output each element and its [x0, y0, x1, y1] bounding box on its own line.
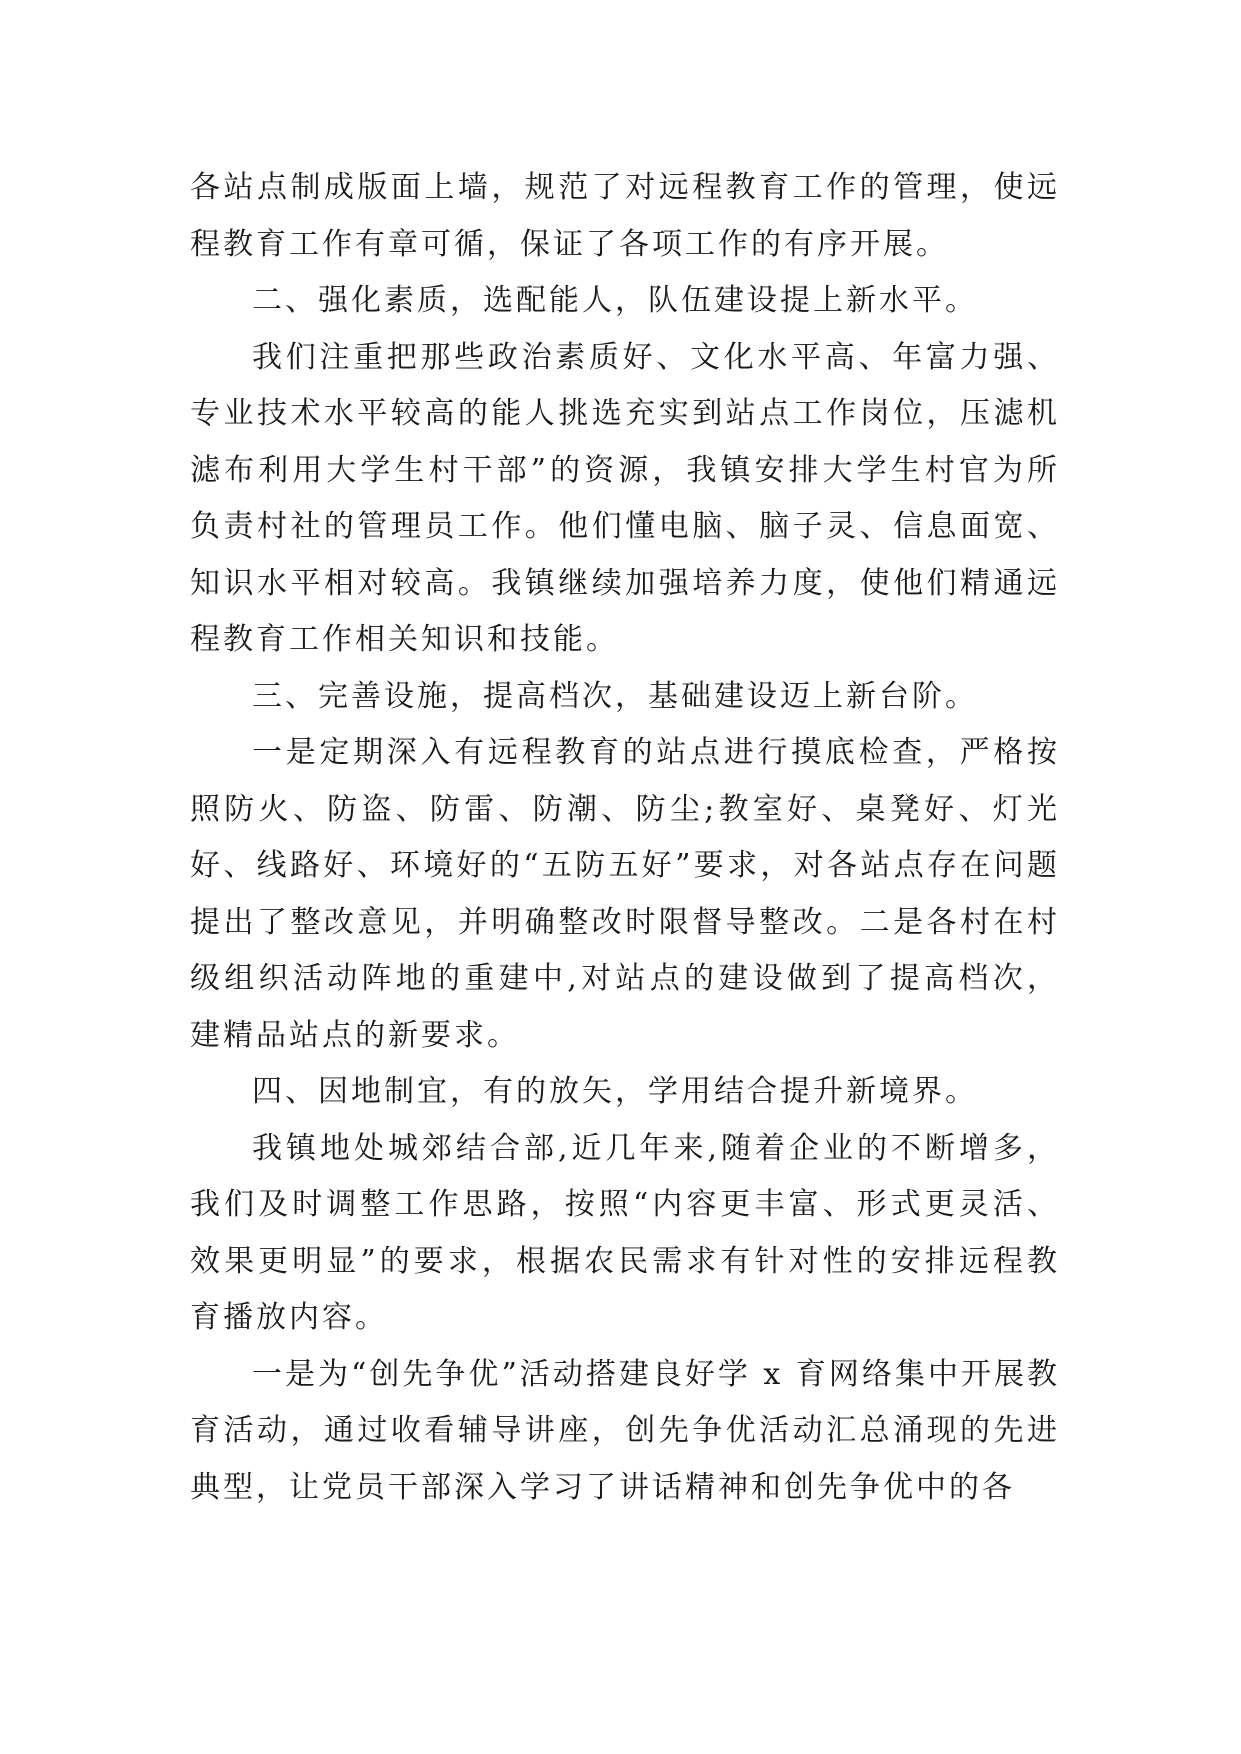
document-body — [190, 160, 1060, 1516]
paragraph-4: 我镇地处城郊结合部,近几年来,随着企业的不断增多，我们及时调整工作思路，按照“内容更丰富、形式更灵活、效果更明显”的要求，根据农民需求有针对性的安排远程教育播放内容。 — [190, 1130, 1060, 1335]
heading-section-4: 四、因地制宜，有的放矢，学用结合提升新境界。 — [252, 1074, 978, 1109]
paragraph-1: 各站点制成版面上墙，规范了对远程教育工作的管理，使远程教育工作有章可循，保证了各项工作的有序开展。 — [190, 170, 1060, 262]
heading-section-3: 三、完善设施，提高档次，基础建设迈上新台阶。 — [252, 678, 978, 714]
paragraph-5: 一是为“创先争优”活动搭建良好学 x 育网络集中开展教育活动，通过收看辅导讲座，创先争优活动汇总涌现的先进典型，让党员干部深入学习了讲话精神和创先争优中的各 — [190, 1356, 1060, 1505]
heading-section-2: 二、强化素质，选配能人，队伍建设提上新水平。 — [252, 283, 978, 318]
paragraph-2: 我们注重把那些政治素质好、文化水平高、年富力强、专业技术水平较高的能人挑选充实到站点工作岗位，压滤机 滤布利用大学生村干部”的资源，我镇安排大学生村官为所负责村社的管理员工作。他们懂电脑、脑子灵、信息面宽、知识水平相对较高。我镇继续加强培养力度，使他们精通远程教育工作相关知识和技能。 — [190, 339, 1060, 657]
paragraph-3: 一是定期深入有远程教育的站点进行摸底检查，严格按照防火、防盗、防雷、防潮、防尘;教室好、桌凳好、灯光好、线路好、环境好的“五防五好”要求，对各站点存在问题提出了整改意见，并明确整改时限督导整改。二是各村在村级组织活动阵地的重建中,对站点的建设做到了提高档次，建精品站点的新要求。 — [190, 735, 1060, 1053]
